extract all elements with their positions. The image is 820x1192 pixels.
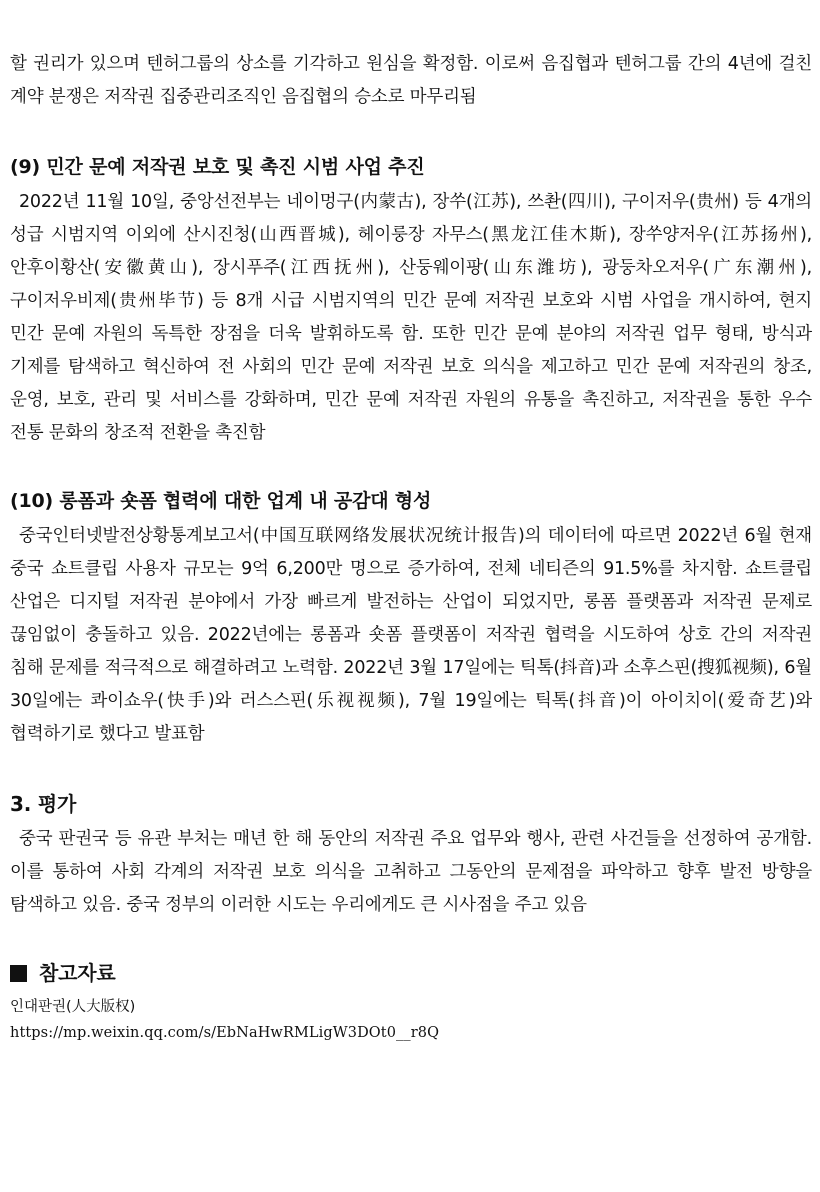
evaluation-body: 중국 판권국 등 유관 부처는 매년 한 해 동안의 저작권 주요 업무와 행사, 관련 사건들을 선정하여 공개함. 이를 통하여 사회 각계의 저작권 보호 의식을 고취하고 그동안의 문제점을 파악하고 향후 발전 방향을 탐색하고 있음. 중국 정부의 이러한 시도는 우리에게도 큰 시사점을 주고 있음 bbox=[10, 829, 812, 915]
reference-url-link[interactable]: https://mp.weixin.qq.com/s/EbNaHwRMLigW3DOt0__r8Q bbox=[10, 1025, 440, 1041]
section-9-body: 2022년 11월 10일, 중앙선전부는 네이멍구(内蒙古), 장쑤(江苏), 쓰촨(四川), 구이저우(贵州) 등 4개의 성급 시범지역 이외에 산시진청(山西晋城), 헤이룽장 자무스(黑龙江佳木斯), 장쑤양저우(江苏扬州), 안후이황산(安徽黄山), 장시푸주(江西抚州), 산둥웨이팡(山东潍坊), 광둥차오저우(广东潮州), 구이저우비제(贵州毕节) 등 8개 시급 시범지역의 민간 문예 저작권 보호와 시범 사업을 개시하여, 현지 민간 문예 자원의 독특한 장점을 더욱 발휘하도록 함. 또한 민간 문예 분야의 저작권 업무 형태, 방식과 기제를 탐색하고 혁신하여 전 사회의 민간 문예 저작권 보호 의식을 제고하고 민간 문예 저작권의 창조, 운영, 보호, 관리 및 서비스를 강화하며, 민간 문예 저작권 자원의 유통을 촉진하고, 저작권을 통한 우수 전통 문화의 창조적 전환을 촉진함 bbox=[10, 192, 812, 443]
continuation-paragraph: 할 권리가 있으며 텐허그룹의 상소를 기각하고 원심을 확정함. 이로써 음집협과 텐허그룹 간의 4년에 걸친 계약 분쟁은 저작권 집중관리조직인 음집협의 승소로 마무리됨 bbox=[10, 54, 812, 107]
reference-source: 인대판권(人大版权) bbox=[10, 999, 136, 1015]
section-10-heading: (10) 롱폼과 숏폼 협력에 대한 업계 내 공감대 형성 bbox=[10, 490, 432, 512]
black-square-icon bbox=[10, 965, 27, 982]
section-10-body: 중국인터넷발전상황통계보고서(中国互联网络发展状况统计报告)의 데이터에 따르면 2022년 6월 현재 중국 쇼트클립 사용자 규모는 9억 6,200만 명으로 증가하여, 전체 네티즌의 91.5%를 차지함. 쇼트클립 산업은 디지털 저작권 분야에서 가장 빠르게 발전하는 산업이 되었지만, 롱폼 플랫폼과 저작권 문제로 끊임없이 충돌하고 있음. 2022년에는 롱폼과 숏폼 플랫폼이 저작권 협력을 시도하여 상호 간의 저작권 침해 문제를 적극적으로 해결하려고 노력함. 2022년 3월 17일에는 틱톡(抖音)과 소후스핀(搜狐视频), 6월 30일에는 콰이쇼우(快手)와 러스스핀(乐视视频), 7월 19일에는 틱톡(抖音)이 아이치이(爱奇艺)와 협력하기로 했다고 발표함 bbox=[10, 526, 812, 744]
section-9-heading: (9) 민간 문예 저작권 보호 및 촉진 시범 사업 추진 bbox=[10, 156, 425, 178]
references-heading bbox=[10, 958, 812, 988]
evaluation-heading: 3. 평가 bbox=[10, 792, 77, 816]
references-heading-label: 참고자료 bbox=[39, 961, 116, 985]
document-page bbox=[10, 48, 812, 1046]
